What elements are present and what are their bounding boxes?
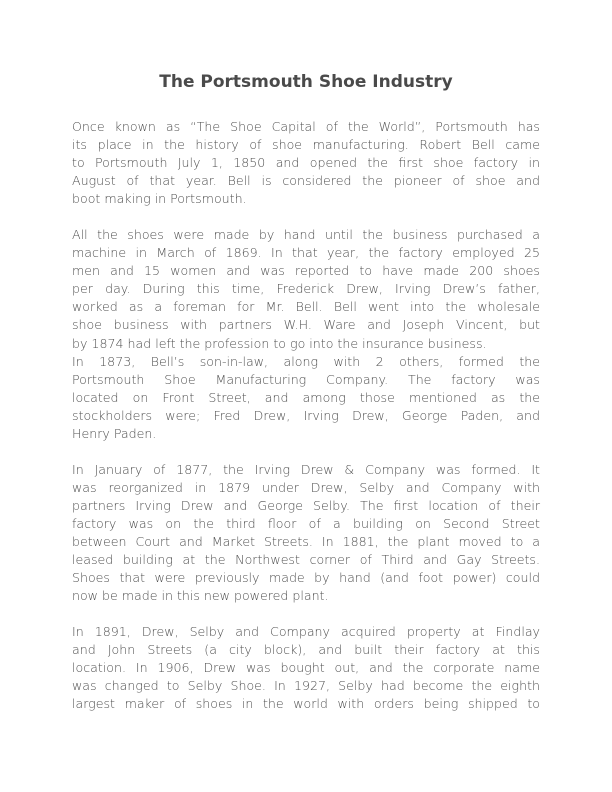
paragraph-4 <box>72 623 540 713</box>
text-line: was reorganized in 1879 under Drew, Selby and Company with <box>72 479 540 495</box>
text-line: worked as a foreman for Mr. Bell. Bell went into the wholesale <box>72 299 540 315</box>
text-line: leased building at the Northwest corner of Third and Gay Streets. <box>72 552 540 568</box>
paragraph-1 <box>72 118 540 208</box>
text-line: located on Front Street, and among those mentioned as the <box>72 389 540 405</box>
text-line: by 1874 had left the profession to go into the insurance business. <box>72 335 487 351</box>
text-line: shoe business with partners W.H. Ware and Joseph Vincent, but <box>72 317 540 333</box>
text-line: boot making in Portsmouth. <box>72 191 247 207</box>
page-title: The Portsmouth Shoe Industry <box>159 72 453 92</box>
text-line: between Court and Market Streets. In 1881, the plant moved to a <box>72 533 540 549</box>
text-line: partners Irving Drew and George Selby. The first location of their <box>72 497 540 513</box>
text-line: Once known as “The Shoe Capital of the World”, Portsmouth has <box>72 119 540 134</box>
text-line: In 1873, Bell’s son-in-law, along with 2 others, formed the <box>72 353 540 369</box>
text-line: factory was on the third floor of a building on Second Street <box>72 515 540 531</box>
text-line: its place in the history of shoe manufacturing. Robert Bell came <box>72 137 540 153</box>
text-line: location. In 1906, Drew was bought out, and the corporate name <box>72 660 540 676</box>
text-line: All the shoes were made by hand until the business purchased a <box>72 226 540 242</box>
text-line: In 1891, Drew, Selby and Company acquired property at Findlay <box>72 623 540 639</box>
paragraph-3 <box>72 461 540 606</box>
text-line: August of that year. Bell is considered the pioneer of shoe and <box>72 173 540 189</box>
text-line: machine in March of 1869. In that year, the factory employed 25 <box>72 245 540 261</box>
document-body <box>72 118 540 731</box>
text-line: to Portsmouth July 1, 1850 and opened the first shoe factory in <box>72 155 540 171</box>
text-line: per day. During this time, Frederick Drew, Irving Drew’s father, <box>72 281 540 297</box>
text-line: Henry Paden. <box>72 426 157 441</box>
text-line: was changed to Selby Shoe. In 1927, Selby had become the eighth <box>72 678 540 694</box>
text-line: Portsmouth Shoe Manufacturing Company. The factory was <box>72 371 540 387</box>
text-line: stockholders were; Fred Drew, Irving Drew, George Paden, and <box>72 407 540 423</box>
text-line: and John Streets (a city block), and built their factory at this <box>72 641 540 657</box>
text-line: now be made in this new powered plant. <box>72 588 329 604</box>
text-line: largest maker of shoes in the world with orders being shipped to <box>72 696 540 712</box>
text-line: Shoes that were previously made by hand (and foot power) could <box>72 570 540 586</box>
text-line: men and 15 women and was reported to have made 200 shoes <box>72 263 540 279</box>
paragraph-2 <box>72 226 540 443</box>
text-line: In January of 1877, the Irving Drew & Company was formed. It <box>72 461 540 477</box>
